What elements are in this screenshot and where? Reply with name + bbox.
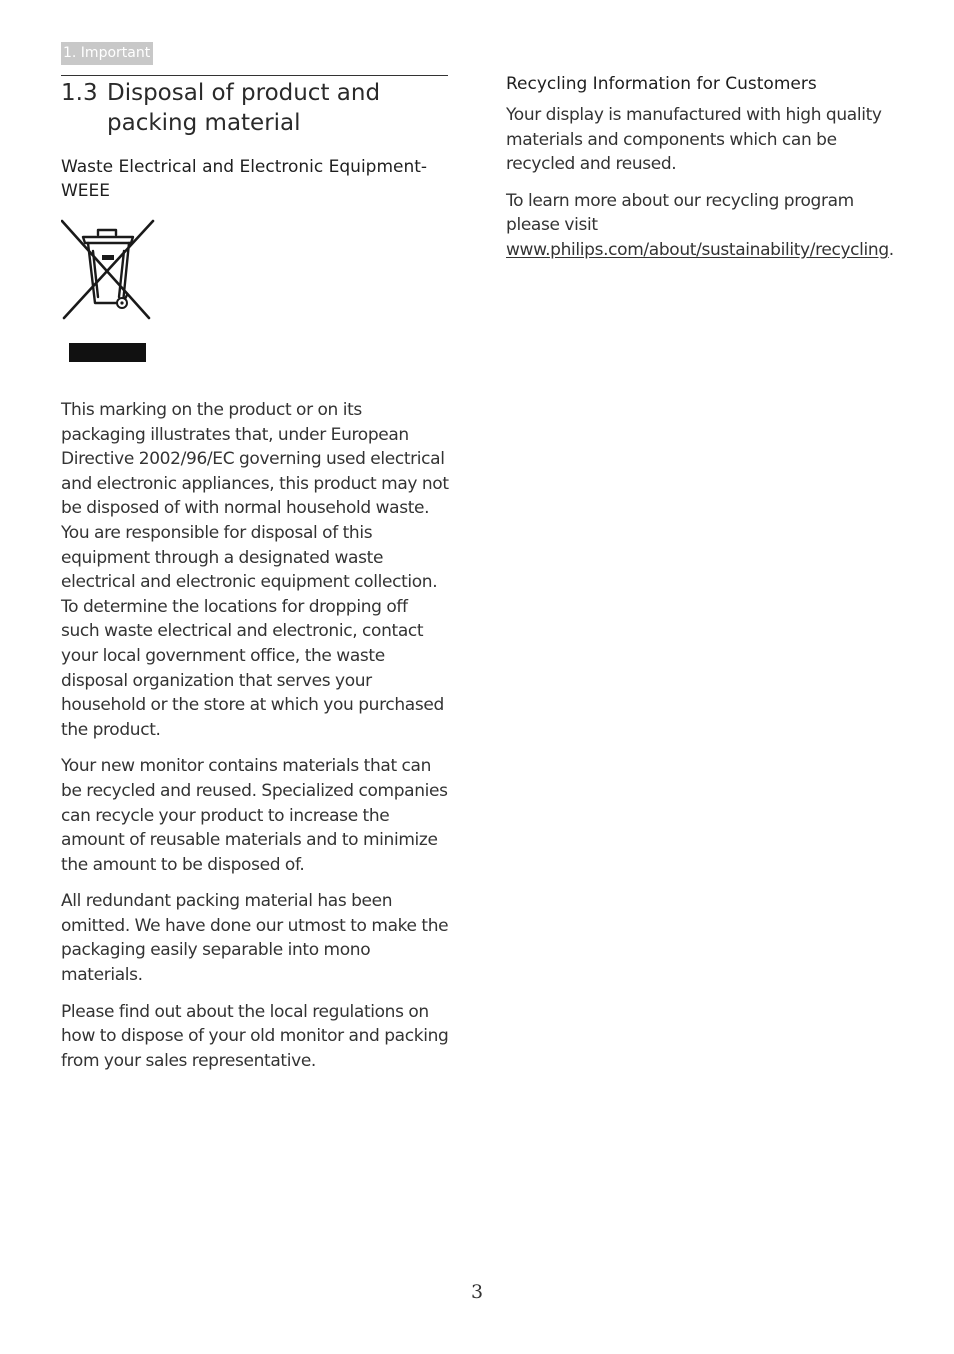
paragraph-recycling-program	[506, 189, 906, 263]
right-column	[506, 72, 906, 263]
paragraph-packing-material: All redundant packing material has been omitted. We have done our utmost to make the packaging easily separable into mono materials.	[61, 891, 449, 986]
chapter-tab: 1. Important	[61, 42, 153, 65]
weee-symbol	[61, 217, 161, 362]
crossed-out-wheelie-bin-icon	[61, 217, 157, 323]
section-heading	[61, 76, 449, 138]
section-title: Disposal of product and packing material	[107, 80, 381, 136]
recycling-link[interactable]: www.philips.com/about/sustainability/recycling	[506, 239, 889, 260]
recycling-program-suffix: .	[888, 239, 894, 260]
weee-black-bar	[69, 343, 146, 362]
paragraph-weee-marking: This marking on the product or on its packaging illustrates that, under European Directive 2002/96/EC governing used electrical and electronic appliances, this product may not be disposed of with normal household waste. You are responsible for disposal of this equipment through a designated waste electrical and electronic equipment collection. To determine the locations for dropping off such waste electrical and electronic, contact your local government office, the waste disposal organization that serves your household or the store at which you purchased the product.	[61, 400, 449, 740]
weee-heading: Waste Electrical and Electronic Equipment-WEEE	[61, 157, 428, 201]
paragraph-local-regulations: Please find out about the local regulations on how to dispose of your old monitor and packing from your sales representative.	[61, 1001, 449, 1071]
left-column	[61, 75, 449, 1073]
recycling-heading: Recycling Information for Customers	[506, 74, 817, 94]
recycling-program-text: To learn more about our recycling program please visit	[506, 190, 854, 236]
page-number: 3	[470, 1281, 484, 1303]
paragraph-recyclable-materials: Your new monitor contains materials that can be recycled and reused. Specialized companies can recycle your product to increase the amount of reusable materials and to minimize the amount to be disposed of.	[61, 756, 448, 875]
paragraph-display-materials: Your display is manufactured with high quality materials and components which can be recycled and reused.	[506, 105, 882, 175]
section-number: 1.3	[61, 80, 98, 106]
